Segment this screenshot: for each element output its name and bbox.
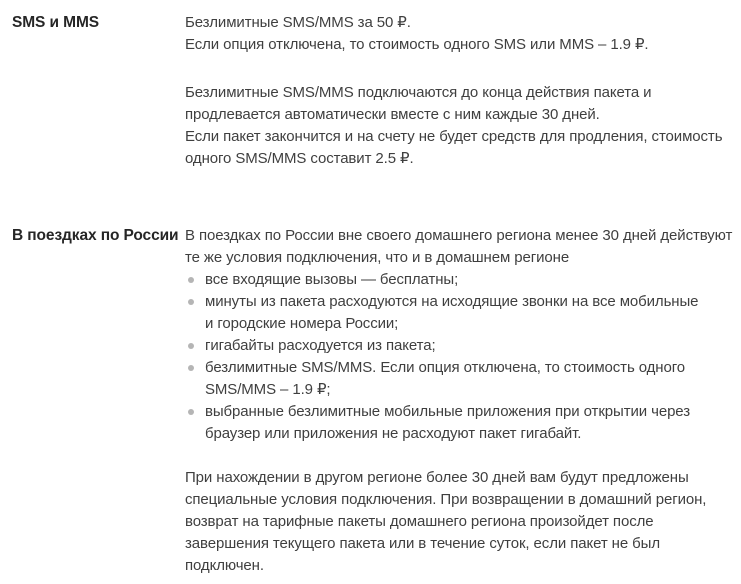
section-sms-mms <box>12 12 741 170</box>
list-item <box>185 335 741 357</box>
travel-conditions-list <box>185 269 741 445</box>
text-line: Безлимитные SMS/MMS подключаются до конца действия пакета и <box>185 84 652 101</box>
text-line: Безлимитные SMS/MMS за 50 ₽. <box>185 14 411 31</box>
text-line: возврат на тарифные пакеты домашнего региона произойдет после <box>185 513 654 530</box>
bullet-icon <box>188 365 194 371</box>
text-line: В поездках по России вне своего домашнего региона менее 30 дней действуют <box>185 227 733 244</box>
section-label-travel-russia: В поездках по России <box>12 227 179 244</box>
list-item <box>185 269 741 291</box>
text-line: браузер или приложения не расходуют пакет гигабайт. <box>205 425 582 442</box>
bullet-icon <box>188 299 194 305</box>
text-line: завершения текущего пакета или в течение суток, если пакет не был <box>185 535 660 552</box>
paragraph-travel-intro <box>185 225 741 269</box>
text-line: гигабайты расходуется из пакета; <box>205 337 436 354</box>
section-content-travel-russia <box>185 225 741 577</box>
text-line: SMS/MMS – 1.9 ₽; <box>205 381 331 398</box>
section-travel-russia <box>12 225 741 577</box>
bullet-icon <box>188 343 194 349</box>
bullet-icon <box>188 277 194 283</box>
section-label-sms-mms: SMS и MMS <box>12 14 99 31</box>
text-line: специальные условия подключения. При возвращении в домашний регион, <box>185 491 707 508</box>
text-line: выбранные безлимитные мобильные приложения при открытии через <box>205 403 690 420</box>
text-line: одного SMS/MMS составит 2.5 ₽. <box>185 150 414 167</box>
text-line: Если опция отключена, то стоимость одного SMS или MMS – 1.9 ₽. <box>185 36 649 53</box>
paragraph-sms-price <box>185 12 741 56</box>
text-line: Если пакет закончится и на счету не будет средств для продления, стоимость <box>185 128 723 145</box>
bullet-icon <box>188 409 194 415</box>
text-line: все входящие вызовы — бесплатны; <box>205 271 459 288</box>
text-line: те же условия подключения, что и в домашнем регионе <box>185 249 570 266</box>
text-line: продлевается автоматически вместе с ним каждые 30 дней. <box>185 106 600 123</box>
list-item <box>185 291 741 335</box>
list-item <box>185 357 741 401</box>
text-line: подключен. <box>185 557 264 574</box>
text-line: минуты из пакета расходуются на исходящие звонки на все мобильные <box>205 293 699 310</box>
paragraph-travel-long-stay <box>185 467 741 577</box>
section-content-sms-mms <box>185 12 741 170</box>
text-line: При нахождении в другом регионе более 30 дней вам будут предложены <box>185 469 689 486</box>
paragraph-sms-renewal <box>185 82 741 170</box>
text-line: и городские номера России; <box>205 315 399 332</box>
text-line: безлимитные SMS/MMS. Если опция отключена, то стоимость одного <box>205 359 685 376</box>
list-item <box>185 401 741 445</box>
